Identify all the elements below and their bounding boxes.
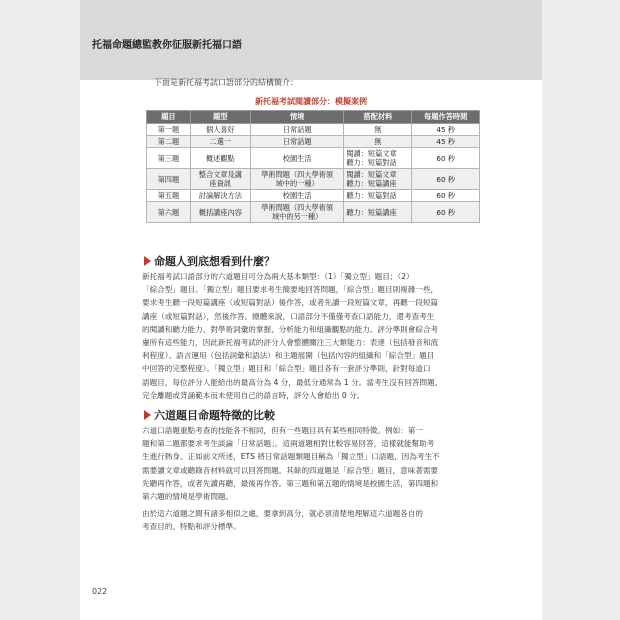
cell-text: 無 — [374, 137, 382, 146]
table-cell-type — [190, 124, 250, 136]
table-row — [147, 190, 480, 202]
table-cell-material — [344, 148, 412, 169]
table-cell-scene — [250, 148, 343, 169]
cell-text: 45 秒 — [436, 125, 456, 134]
triangle-bullet-icon — [144, 256, 151, 266]
text-line: 生進行熱身。正如前文所述，ETS 將日常話題類題目稱為「獨立型」口語題，因為考生不 — [142, 452, 440, 462]
table-cell-no — [147, 190, 191, 202]
table-row — [147, 169, 480, 190]
table-cell-type — [190, 202, 250, 223]
text-line: 完全離題或背誦範本而未使用自己的語言時，評分人會給出 0 分。 — [142, 390, 365, 400]
cell-text: 聽力：短篇講座 — [346, 179, 397, 188]
table-cell-no — [147, 124, 191, 136]
cell-text: 閱讀：短篇文章 — [346, 149, 397, 158]
cell-text: 日常話題 — [282, 137, 312, 146]
text-line: 由於這六道題之間有諸多相似之處，要拿到高分，就必須清楚地理解這六道題各自的 — [142, 509, 423, 518]
table-cell-material — [344, 169, 412, 190]
table-cell-time — [412, 169, 480, 190]
section-heading-what-examiners-want — [144, 253, 275, 269]
cell-text: 無 — [374, 125, 382, 134]
table-cell-no — [147, 202, 191, 223]
table-title: 新托福考試閱讀部分：模擬案例 — [255, 97, 367, 106]
cell-text: 概述觀點 — [205, 153, 235, 163]
table-cell-scene — [250, 136, 343, 148]
left-margin — [0, 0, 80, 620]
cell-text: 第四題 — [157, 174, 180, 184]
table-cell-material — [344, 136, 412, 148]
running-header-bar — [80, 0, 542, 80]
text-line: 第六題的情境是學術問題。 — [142, 492, 234, 502]
section1-paragraph — [142, 270, 478, 402]
section-heading-comparison — [144, 407, 275, 423]
header-cell: 情境 — [250, 111, 343, 124]
cell-text: 域中的另一種） — [271, 212, 323, 221]
cell-text: 討論解決方法 — [198, 191, 242, 200]
header-cell: 搭配材料 — [344, 111, 412, 124]
cell-text: 整合文章及講 — [198, 170, 242, 179]
table-cell-time — [412, 136, 480, 148]
text-line: 先聽再作答，或者先讀再聽，最後再作答。第三題和第五題的情境是校園生活，第四題和 — [142, 478, 439, 488]
table-header-row — [147, 111, 480, 124]
cell-text: 第五題 — [157, 191, 180, 200]
section2-paragraph-2 — [142, 507, 478, 533]
text-line: 要求考生聽一段短篇講座（或短篇對話）後作答，或者先讀一段短篇文章，再聽一段短篇 — [142, 298, 439, 308]
cell-text: 學術問題（四大學術領 — [261, 170, 334, 179]
table-cell-no — [147, 136, 191, 148]
cell-text: 日常話題 — [282, 125, 312, 134]
table-cell-scene — [250, 190, 343, 202]
text-line: 中回答的完整程度）。「獨立型」題目和「綜合型」題目各有一套評分準則，針對每道口 — [142, 364, 431, 374]
text-line: 慮所有這些能力，因此新托福考試的評分人會整體關注三大類能力：表達（包括發音和流 — [142, 338, 439, 348]
section2-paragraph-1 — [142, 424, 478, 503]
triangle-bullet-icon — [144, 410, 151, 420]
cell-text: 聽力：短篇對話 — [346, 158, 397, 167]
cell-text: 60 秒 — [436, 153, 456, 163]
text-line: 利程度）、語言運用（包括詞彙和語法）和主題展開（包括內容的組織和「綜合型」題目 — [142, 351, 435, 361]
table-cell-no — [147, 169, 191, 190]
running-header-title: 托福命題總監教你征服新托福口語 — [92, 40, 242, 51]
cell-text: 校園生活 — [282, 153, 312, 163]
table-cell-type — [190, 148, 250, 169]
cell-text: 60 秒 — [436, 207, 456, 217]
cell-text: 第一題 — [157, 125, 180, 134]
cell-text: 60 秒 — [436, 191, 456, 200]
table-cell-time — [412, 202, 480, 223]
cell-text: 聽力：短篇對話 — [346, 191, 397, 200]
table-cell-type — [190, 190, 250, 202]
table-cell-scene — [250, 124, 343, 136]
table-row — [147, 136, 480, 148]
header-cell: 題型 — [190, 111, 250, 124]
table-cell-scene — [250, 202, 343, 223]
table-cell-time — [412, 190, 480, 202]
cell-text: 域中的一種） — [275, 179, 319, 188]
table-row — [147, 148, 480, 169]
cell-text: 座資訊 — [209, 179, 232, 188]
table-cell-material — [344, 190, 412, 202]
cell-text: 45 秒 — [436, 137, 456, 146]
table-cell-scene — [250, 169, 343, 190]
table-cell-type — [190, 136, 250, 148]
text-line: 語題目，每位評分人能給出的最高分為 4 分，最低分通常為 1 分。當考生沒有回答問題、 — [142, 377, 443, 387]
header-cell: 題目 — [147, 111, 191, 124]
section-heading-text: 六道題目命題特徵的比較 — [154, 409, 275, 422]
cell-text: 第二題 — [157, 137, 180, 146]
cell-text: 60 秒 — [436, 174, 456, 184]
cell-text: 概括講座內容 — [198, 207, 242, 217]
intro-text: 下面是新托福考試口語部分的結構簡介： — [154, 78, 298, 87]
text-line: 考查目的、特點和評分標準。 — [142, 522, 241, 532]
table-row — [147, 124, 480, 136]
table-cell-time — [412, 124, 480, 136]
table-cell-material — [344, 202, 412, 223]
page-number: 022 — [92, 587, 108, 596]
structure-table — [146, 110, 480, 223]
text-line: 的閱讀和聽力能力、對學術詞彙的掌握、分析能力和組織觀點的能力。評分準則會綜合考 — [142, 324, 439, 334]
text-line: 「綜合型」題目。「獨立型」題目要求考生簡要地回答問題，「綜合型」題目則複雜一些， — [142, 285, 439, 295]
table-row — [147, 202, 480, 223]
table-cell-time — [412, 148, 480, 169]
cell-text: 第三題 — [157, 153, 180, 163]
cell-text: 第六題 — [157, 207, 180, 217]
cell-text: 閱讀：短篇文章 — [346, 170, 397, 179]
cell-text: 學術問題（四大學術領 — [261, 203, 334, 212]
cell-text: 校園生活 — [282, 191, 312, 200]
cell-text: 聽力：短篇講座 — [346, 207, 397, 217]
text-line: 題和第二題都要求考生談論「日常話題」。這兩道題相對比較容易回答，這樣就能幫助考 — [142, 439, 435, 449]
table-cell-type — [190, 169, 250, 190]
table-cell-material — [344, 124, 412, 136]
text-line: 新托福考試口語部分的六道題目可分為兩大基本類型：（1）「獨立型」題目；（2） — [142, 272, 414, 281]
text-line: 六道口語題重點考查的技能各不相同，但有一些題目具有某些相同特徵。例如：第一 — [142, 426, 423, 435]
right-margin — [542, 0, 620, 620]
header-cell: 每題作答時間 — [412, 111, 480, 124]
text-line: 講座（或短篇對話），然後作答。總體來說，口語部分不僅僅考查口語能力，還考查考生 — [142, 311, 435, 321]
section-heading-text: 命題人到底想看到什麼？ — [154, 255, 275, 268]
text-line: 需要讀文章或聽錄音材料就可以回答問題。其餘的四道題是「綜合型」題目，意味著需要 — [142, 465, 439, 475]
book-page — [80, 0, 542, 620]
cell-text: 個人喜好 — [205, 125, 235, 134]
cell-text: 二選一 — [209, 137, 232, 146]
table-cell-no — [147, 148, 191, 169]
